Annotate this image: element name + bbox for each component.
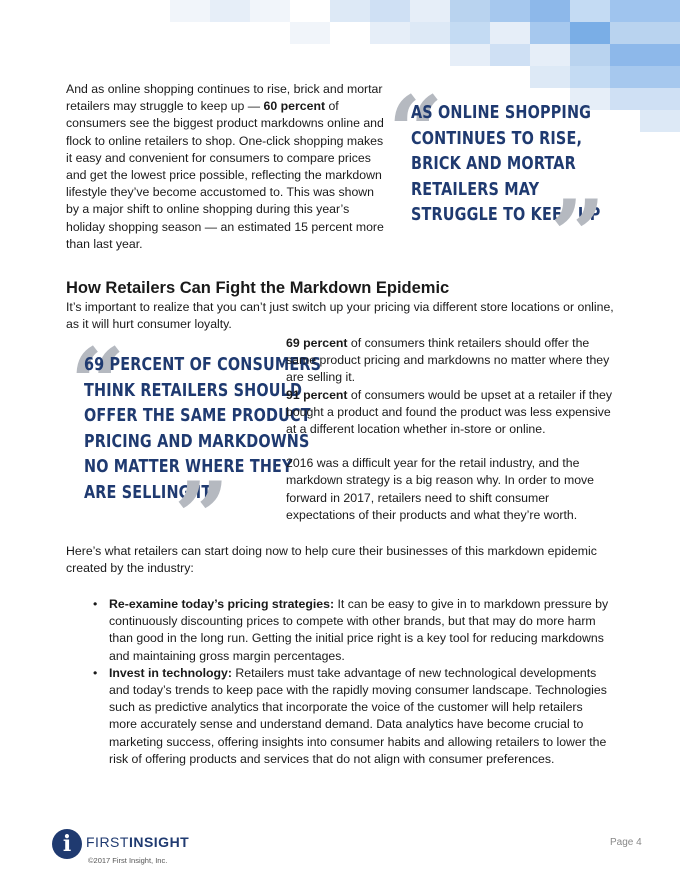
bullet-list	[89, 596, 614, 768]
page-number: Page 4	[610, 837, 642, 848]
pull-quote-1-line: RETAILERS MAY	[411, 178, 540, 200]
stats-column	[286, 335, 616, 524]
close-quote-icon: ”	[174, 461, 230, 574]
list-intro	[66, 543, 626, 577]
section-lead-text: It’s important to realize that you can’t just switch up your pricing via different store locations or online, as it will hurt consumer loyalty.	[66, 300, 614, 332]
bullet-title: Invest in technology:	[109, 665, 232, 680]
stat-69-text: of consumers think retailers should offer the same product pricing and markdowns no matter where they are selling it.	[286, 336, 610, 385]
stat-69-paragraph	[286, 335, 616, 387]
list-item	[89, 596, 614, 665]
first-insight-logo-icon: i	[52, 829, 82, 859]
open-quote-icon: “	[388, 75, 444, 188]
intro-text-post: of consumers see the biggest product markdowns online and flock to online retailers to shop. One-click shopping makes it easy and convenient for consumers to compare prices and get the lowest price possible, reflecting the markdown lifestyle they’ve become accustomed to. This was shown by a major shift to online shopping during this year’s holiday shopping season — an estimated 15 percent more than last year.	[66, 99, 384, 251]
section-heading: How Retailers Can Fight the Markdown Epidemic	[66, 279, 450, 297]
close-quote-icon: ”	[550, 179, 606, 292]
list-intro-text: Here’s what retailers can start doing now to help cure their businesses of this markdown epidemic created by the industry:	[66, 544, 597, 576]
pull-quote-2-line: 69 PERCENT OF CONSUMERS	[84, 354, 322, 375]
section-lead	[66, 299, 626, 333]
logo-first: FIRST	[86, 834, 129, 850]
pull-quote-2-line: ARE SELLING IT	[84, 481, 212, 503]
open-quote-icon: “	[70, 327, 126, 440]
copyright: ©2017 First Insight, Inc.	[88, 856, 168, 865]
intro-paragraph	[66, 81, 384, 253]
pull-quote-1-line: BRICK AND MORTAR	[411, 153, 576, 174]
pull-quote-1-line: AS ONLINE SHOPPING	[411, 102, 592, 123]
bullet-icon: •	[93, 665, 98, 680]
pull-quote-2-line: OFFER THE SAME PRODUCT	[84, 405, 311, 426]
pull-quote-2-line: THINK RETAILERS SHOULD	[84, 379, 303, 401]
intro-stat: 60 percent	[263, 99, 326, 114]
bullet-text: Retailers must take advantage of new technological developments and today’s trends to keep pace with the rapidly moving consumer landscape. Technologies such as predictive analytics that incorporate the voice of the customer will help retailers more accurately sense and understand demand. Data analytics have become crucial to marketing success, offering insights into consumer habits and allowing retailers to lower the risk of offering products and services that do not align with consumer preferences.	[109, 665, 607, 766]
first-insight-logo	[86, 834, 189, 850]
pull-quote-1-line: CONTINUES TO RISE,	[411, 127, 583, 149]
stat-69-bold: 69 percent	[286, 336, 348, 350]
bullet-title: Re-examine today’s pricing strategies:	[109, 597, 335, 611]
list-item	[89, 665, 614, 768]
pull-quote-1-line: STRUGGLE TO KEEP UP	[411, 204, 601, 225]
stat-91-bold: 91 percent	[286, 387, 348, 402]
stat-91-text: of consumers would be upset at a retailer if they bought a product and found the product was less expensive at a different location whether in-store or online.	[286, 387, 613, 437]
stat-91-paragraph	[286, 387, 616, 439]
logo-insight: INSIGHT	[128, 834, 190, 850]
paragraph-2016: 2016 was a difficult year for the retail industry, and the markdown strategy is a big reason why. In order to move forward in 2017, retailers need to shift consumer expectations of their products and what they’re worth.	[286, 456, 595, 522]
bullet-text: It can be easy to give in to markdown pressure by continuously discounting prices to compete with other brands, but that may do more harm than good in the long run. Getting the initial price right is a key tool for reducing markdowns and maintaining gross margin percentages.	[109, 597, 609, 663]
pull-quote-2-line: NO MATTER WHERE THEY	[84, 456, 293, 477]
bullet-icon: •	[93, 597, 98, 611]
pull-quote-2-line: PRICING AND MARKDOWNS	[84, 430, 310, 452]
intro-text-pre: And as online shopping continues to rise, brick and mortar retailers may struggle to keep up —	[66, 82, 383, 114]
